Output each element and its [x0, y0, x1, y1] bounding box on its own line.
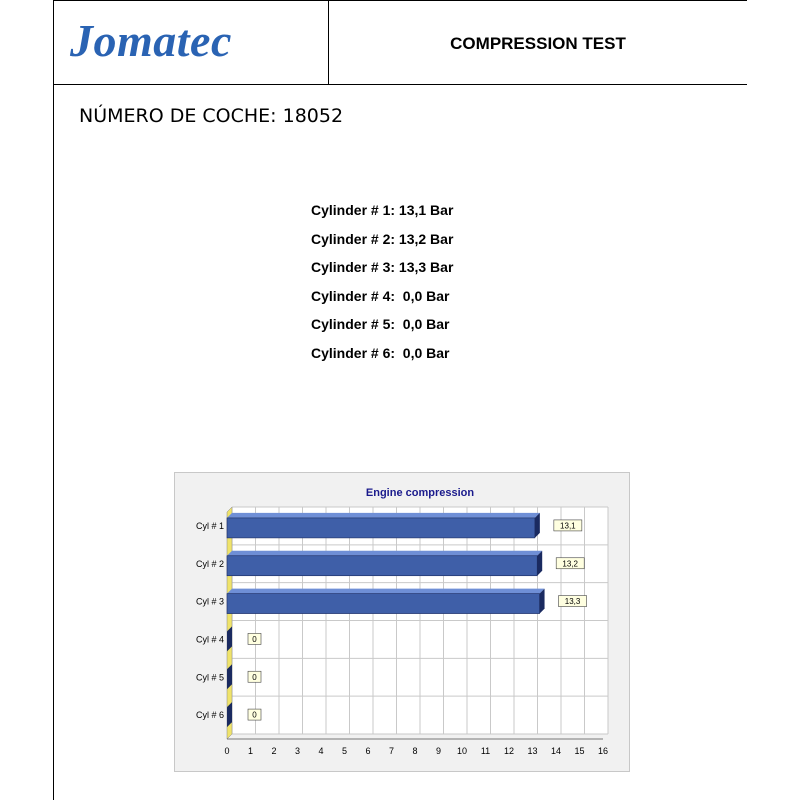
- category-label: Cyl # 6: [195, 710, 224, 721]
- category-label: Cyl # 2: [195, 558, 224, 569]
- value-label: 13,2: [562, 559, 578, 569]
- value-label: 0: [252, 634, 257, 644]
- x-tick-label: 4: [318, 746, 324, 756]
- bar: [227, 594, 540, 614]
- bar: [227, 556, 537, 576]
- document-title: COMPRESSION TEST: [450, 34, 626, 53]
- jomatec-logo: Jomatec: [70, 15, 232, 66]
- cylinder-reading: Cylinder # 4: 0,0 Bar: [311, 287, 450, 304]
- x-tick-label: 16: [597, 746, 609, 756]
- x-tick-label: 12: [503, 746, 515, 756]
- value-label: 13,1: [560, 521, 576, 531]
- cylinder-reading: Cylinder # 1: 13,1 Bar: [311, 202, 454, 218]
- x-tick-label: 13: [527, 746, 538, 756]
- value-label: 13,3: [564, 597, 581, 607]
- cylinder-reading: Cylinder # 2: 13,2 Bar: [311, 230, 454, 247]
- x-tick-label: 9: [435, 746, 442, 756]
- x-tick-label: 6: [365, 746, 371, 756]
- bar-top-face: [227, 551, 542, 556]
- x-tick-label: 1: [247, 746, 254, 756]
- bar-top-face: [227, 589, 545, 594]
- category-label: Cyl # 3: [195, 596, 224, 607]
- x-tick-label: 8: [412, 746, 418, 756]
- chart-title: Engine compression: [365, 487, 475, 499]
- x-tick-label: 15: [574, 746, 585, 756]
- x-tick-label: 0: [224, 746, 230, 756]
- cylinder-reading: Cylinder # 3: 13,3 Bar: [311, 259, 454, 276]
- x-tick-label: 2: [271, 746, 277, 756]
- category-label: Cyl # 5: [195, 672, 224, 683]
- header-bottom-border: [53, 84, 747, 85]
- x-tick-label: 3: [294, 746, 301, 756]
- cylinder-reading: Cylinder # 6: 0,0 Bar: [311, 344, 450, 361]
- x-tick-label: 7: [388, 746, 395, 756]
- chart-canvas: [175, 473, 629, 771]
- value-label: 0: [252, 710, 257, 720]
- page-left-border: [53, 0, 54, 800]
- bar-top-face: [227, 513, 540, 518]
- cylinder-reading: Cylinder # 5: 0,0 Bar: [311, 316, 450, 333]
- bar: [227, 518, 535, 538]
- value-label: 0: [252, 672, 257, 682]
- x-tick-label: 10: [456, 746, 468, 756]
- category-label: Cyl # 4: [195, 634, 224, 645]
- x-tick-label: 5: [341, 746, 348, 756]
- x-tick-label: 14: [550, 746, 562, 756]
- cylinder-readings: [311, 202, 453, 374]
- car-number: NÚMERO DE COCHE: 18052: [79, 105, 344, 127]
- category-label: Cyl # 1: [195, 520, 224, 531]
- x-tick-label: 11: [480, 746, 491, 756]
- header-top-border: [53, 0, 747, 1]
- engine-compression-chart: [174, 472, 630, 772]
